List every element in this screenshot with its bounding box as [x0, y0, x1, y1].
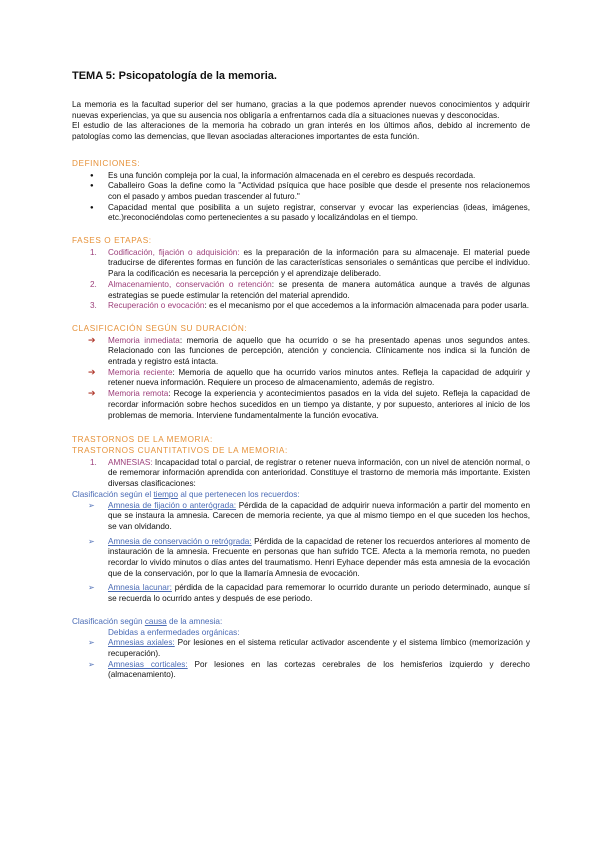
- list-item: [72, 638, 530, 659]
- item-term: AMNESIAS:: [108, 457, 153, 467]
- definiciones-list: [72, 171, 530, 225]
- item-term: Amnesia lacunar:: [108, 583, 172, 593]
- list-item: [72, 280, 530, 301]
- item-text: es la preparación de la información para su almacenaje. El material puede traducirse de diferentes formas en función de las características sensoriales o semánticas que percibe el individuo. Para la codificación es necesaria la percepción y el aprendizaje deliberado.: [108, 247, 530, 279]
- section-heading-fases: FASES O ETAPAS:: [72, 236, 152, 246]
- item-text: Pérdida de la capacidad de retener los recuerdos anteriores al momento de instauración de la amnesia. Frecuente en personas que han sufrido TCE. Afecta a la memoria remota, no pueden recordar lo vivido minutos o días antes del traumatismo. Henri Eyhace depender más esta amnesia de la evocación que de la conservación, por lo que la llamaría Amnesia de evocación.: [108, 536, 531, 578]
- list-item: [72, 458, 530, 490]
- clasificacion-tiempo: [72, 490, 530, 501]
- section-heading-definiciones: DEFINICIONES:: [72, 158, 141, 168]
- clasificacion-list: [72, 336, 530, 422]
- list-item: [72, 583, 530, 604]
- list-item: [72, 336, 530, 368]
- list-item: ● Es una función compleja por la cual, la información almacenada en el cerebro es después recordada.: [72, 171, 530, 182]
- intro-paragraph: La memoria es la facultad superior del ser humano, gracias a la que podemos aprender nuevos conocimientos y adquirir nuevas experiencias, ya que su ausencia nos obligaría a enfrentarnos cada día a situaciones nuevas y desconocidas.: [72, 100, 530, 120]
- item-term: Amnesias axiales:: [108, 638, 175, 648]
- list-item: [72, 368, 530, 389]
- intro-paragraph: El estudio de las alteraciones de la memoria ha cobrado un gran interés en los últimos años, debido al incremento de patologías como las demencias, que llevan asociadas alteraciones importantes de esta función.: [72, 121, 530, 142]
- triangle-icon: ➢: [88, 536, 95, 546]
- item-text: : es el mecanismo por el que accedemos a la información almacenada para poder usarla.: [204, 301, 529, 311]
- item-number: 1.: [90, 247, 97, 257]
- intro: [72, 100, 530, 143]
- arrow-icon: ➔: [88, 388, 96, 399]
- fases-list: [72, 248, 530, 312]
- item-term: Memoria reciente: [108, 367, 173, 377]
- section-heading-clasificacion: CLASIFICACIÓN SEGÚN SU DURACIÓN:: [72, 323, 248, 333]
- list-item: ● Caballeiro Goas la define como la "Actividad psíquica que hace posible que desde el presente nos relacionemos con el pasado y ambos puedan trascender al futuro.": [72, 181, 530, 202]
- list-item: [72, 660, 530, 681]
- item-text: Pérdida de la capacidad de adquirir nueva información a partir del momento en que se instaura la amnesia. Carecen de memoria reciente, ya que al mismo tiempo en el que suceden los hechos, se van olvidando.: [108, 500, 531, 531]
- item-text: : memoria de aquello que ha ocurrido o se ha presentado apenas unos segundos antes. Relacionado con las funciones de percepción, atención y conciencia. Clínicamente nos indica si la función de entrada y registro está intacta.: [108, 335, 530, 367]
- causa-list: [72, 638, 530, 681]
- tiempo-list: [72, 501, 530, 605]
- item-number: 3.: [90, 301, 97, 311]
- item-term: Codificación, fijación o adquisición:: [108, 247, 240, 257]
- triangle-icon: ➢: [88, 583, 95, 593]
- item-text: Por lesiones en el sistema reticular activador ascendente y el sistema límbico (memorización y recuperación).: [108, 638, 531, 658]
- arrow-icon: ➔: [88, 366, 96, 377]
- item-term: Memoria remota: [108, 389, 169, 399]
- list-item: [72, 389, 530, 421]
- page-title: TEMA 5: Psicopatología de la memoria.: [72, 70, 277, 82]
- text-fragment: causa: [144, 616, 167, 626]
- list-item: [72, 501, 530, 533]
- item-term: Almacenamiento, conservación o retención: [108, 279, 272, 289]
- text-fragment: tiempo: [153, 489, 179, 499]
- arrow-icon: ➔: [88, 334, 96, 345]
- item-term: Memoria inmediata: [108, 335, 180, 345]
- item-term: Recuperación o evocación: [108, 301, 205, 311]
- text-fragment: Clasificación según: [72, 616, 145, 626]
- amnesias-list: [72, 458, 530, 490]
- clasificacion-causa: [72, 617, 530, 628]
- section-heading-cuantitativos: TRASTORNOS CUANTITATIVOS DE LA MEMORIA:: [72, 445, 288, 455]
- item-text: : se presenta de manera automática aunque a través de algunas estrategias se puede estimular la retención del material aprendido.: [108, 279, 530, 300]
- item-term: Amnesia de conservación o retrógrada:: [108, 536, 252, 546]
- text-fragment: Clasificación según el: [72, 489, 154, 499]
- item-term: Amnesias corticales:: [108, 659, 188, 669]
- triangle-icon: ➢: [88, 638, 95, 648]
- item-number: 1.: [90, 457, 97, 467]
- item-text: pérdida de la capacidad para rememorar lo ocurrido durante un periodo determinado, aunque sí se recuerda lo ocurrido antes y después de ese periodo.: [108, 583, 530, 604]
- text-fragment: al que pertenecen los recuerdos:: [178, 489, 300, 499]
- list-item: [72, 248, 530, 280]
- triangle-icon: ➢: [88, 659, 95, 669]
- item-text: : Recoge la experiencia y acontecimientos pasados en la vida del sujeto. Refleja la capacidad de recordar información sobre hechos sucedidos en un tiempo ya distante, y por supuesto, anteriores al inicio de los problemas de memoria. Interviene fundamentalmente la función evocativa.: [108, 389, 530, 420]
- organicas-label: Debidas a enfermedades orgánicas:: [108, 627, 240, 637]
- item-text: Por lesiones en las cortezas cerebrales de los hemisferios izquierdo y derecho (almacenamiento).: [108, 659, 530, 680]
- item-term: Amnesia de fijación o anterógrada:: [108, 500, 237, 510]
- item-text: : Memoria de aquello que ha ocurrido varios minutos antes. Refleja la capacidad de adquirir y retener nueva información. Requiere un proceso de almacenamiento, además de registro.: [108, 367, 531, 388]
- section-heading-trastornos: TRASTORNOS DE LA MEMORIA:: [72, 435, 213, 445]
- list-item: [72, 301, 530, 312]
- text-fragment: de la amnesia:: [166, 616, 223, 626]
- item-text: Incapacidad total o parcial, de registrar o retener nueva información, con un nivel de atención normal, o de rememorar información aprendida con anterioridad. Constituye el trastorno de memoria más importante. Existen diversas clasificaciones:: [108, 457, 530, 489]
- list-item: ● Capacidad mental que posibilita a un sujeto registrar, conservar y evocar las experiencias (ideas, imágenes, etc.)reconociéndolas como pertenecientes a su pasado y localizándolas en el tiempo.: [72, 203, 530, 224]
- item-number: 2.: [90, 279, 97, 289]
- triangle-icon: ➢: [88, 500, 95, 510]
- list-item: [72, 537, 530, 580]
